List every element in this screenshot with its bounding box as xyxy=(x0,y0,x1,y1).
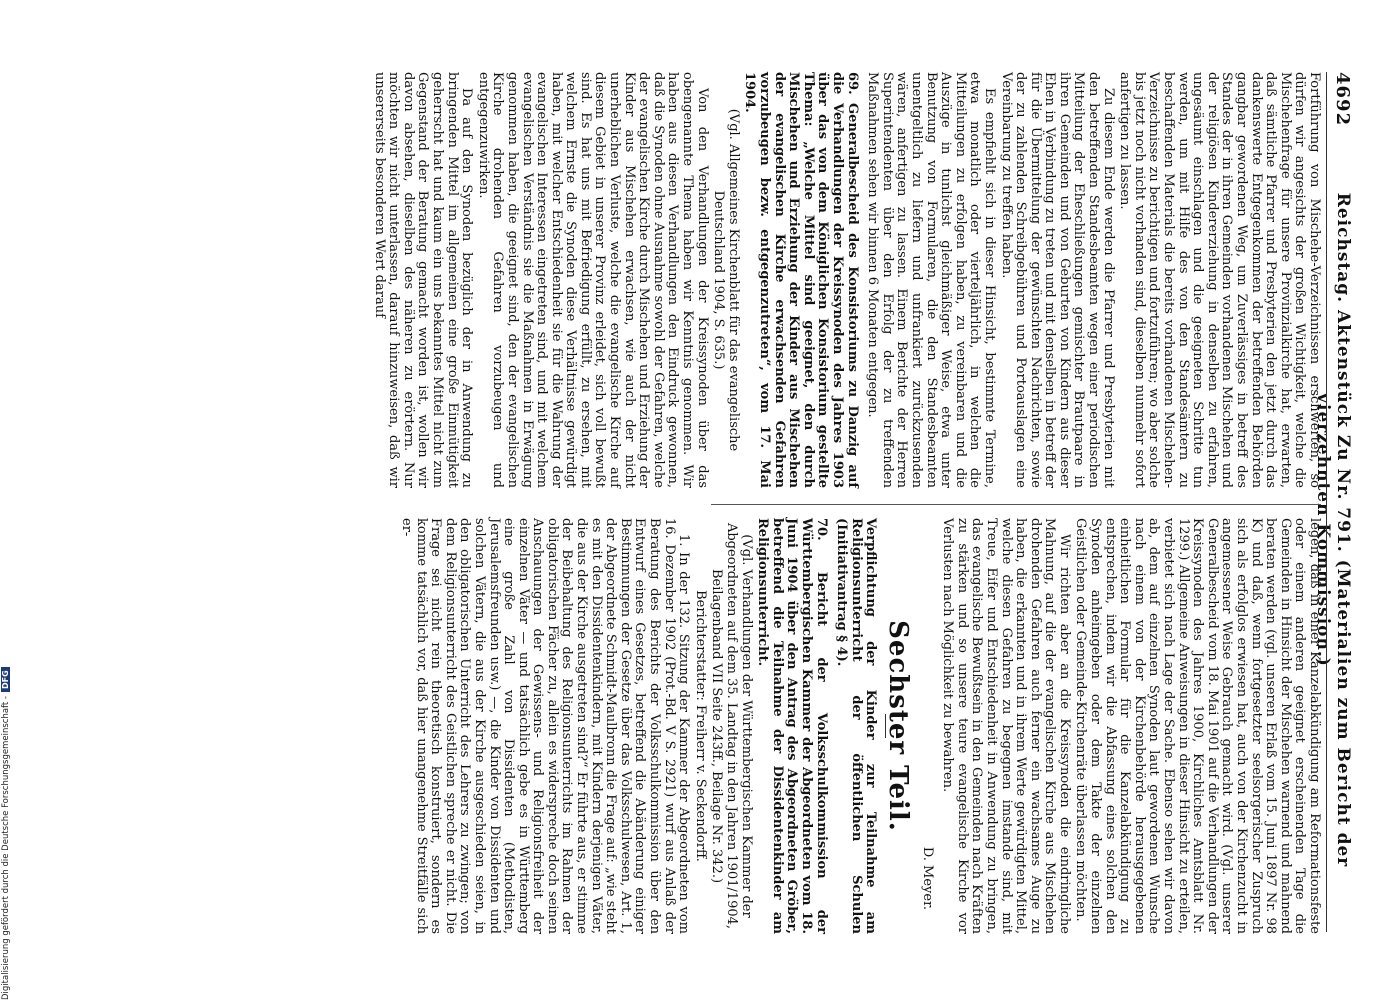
credit-text: Digitalisierung gefördert durch die Deutsche Forschungsgemeinschaft - xyxy=(1,696,11,1000)
right-column xyxy=(398,518,1322,934)
paragraph: legen, daß in einer Kanzelabkündigung am Reformationsfeste oder einem anderen geeignet erscheinenden Tage die Gemeinden in Hinsicht der Mischehen warnend und mahnend beraten werden (vgl. unseren Erlaß vom 15. Juni 1897 Nr. 98 K) und daß, wenn fortgesetzter seelsorgerischer Zuspruch sich als erfolglos erwiesen hat, auch von der Kirchenzucht in angemessener Weise Gebrauch gemacht wird. (Vgl. unserer Generalbescheid vom 18. Mai 1901 auf die Verhandlungen der Kreissynoden des Jahres 1900, Kirchliches Amtsblatt Nr. 1299.) Allgemeine Anweisungen in dieser Hinsicht zu erteilen, verbietet sich nach Lage der Sache. Ebenso sehen wir davon ab, dem auf einzelnen Synoden laut gewordenen Wunsche nach einem von der Kirchenbehörde herausgegebenen einheitlichen Formular für die Kanzelabkündigung zu entsprechen, indem wir die Abfassung eines solchen den Synoden anheimgeben oder dem Takte der einzelnen Geistlichen oder Gemeinde-Kirchenräte überlassen möchten. xyxy=(1073,518,1322,934)
page-number: 4692 xyxy=(1332,72,1353,127)
dfg-logo: DFG xyxy=(1,667,10,692)
paragraph: Es empfiehlt sich in dieser Hinsicht, bestimmte Termine, etwa monatlich oder vierteljährlich, in welchen die Mitteilungen zu erfolgen haben, zu vereinbaren und die Auszüge in tunlichst gleichmäßiger Weise, etwa unter Benutzung von Formularen, die den Standesbeamten unentgeltlich zu liefern und unfrankiert zurückzusenden wären, anfertigen zu lassen. Einem Berichte der Herren Superintendenten über den Erfolg der zu treffenden Maßnahmen sehen wir binnen 6 Monaten entgegen. xyxy=(865,72,997,488)
paragraph: Zu diesem Ende werden die Pfarrer und Presbyterien mit den betreffenden Standesbeamten wegen einer periodischen Mitteilung der Eheschließungen gemischter Brautpaare in ihren Gemeinden und von Geburten von Kindern aus dieser Ehen in Verbindung zu treten und mit denselben in betreff der für die Übermittelung der gewünschten Nachrichten, sowie der zu zahlenden Schreibgebühren und Portoauslagen eine Vereinbarung zu treffen haben. xyxy=(998,72,1116,488)
paragraph: Fortführung von Mischehe-Verzeichnissen erschwerten, so dürfen wir angesichts der großen Wichtigkeit, welche die Mischehenfrage für unsere Provinzialkirche hat, erwarten, daß sämtliche Pfarrer und Presbyterien den jetzt durch das dankenswerte Entgegenkommen der betreffenden Behörden gangbar gewordenen Weg, um Zuverlässiges in betreff des Standes der in ihren Gemeinden vorhandenen Mischehen und der religiösen Kindererziehung in denselben zu erfahren, ungesäumt einschlagen und die geeigneten Schritte tun werden, um mit Hilfe des von den Standesämtern zu beschaffenden Materials die bereits vorhandenen Mischehen-Verzeichnisse zu berichtigen und fortzuführen; wo aber solche bis jetzt noch nicht vorhanden sind, dieselben nunmehr sofort anfertigen zu lassen. xyxy=(1117,72,1322,488)
reference-70: (Vgl. Verhandlungen der Württembergischen Kammer der Abgeordneten auf dem 35. Landtag in den Jahren 1901/1904, Beilagenband VII Seite 243ff., Beilage Nr. 342.) xyxy=(709,522,754,930)
paragraph: Da auf den Synoden bezüglich der in Anwendung zu bringenden Mittel im allgemeinen eine große Einmütigkeit geherrscht hat und kaum ein uns bekanntes Mittel nicht zum Gegenstand der Beratung gemacht worden ist, wollen wir davon absehen, dieselben des näheren zu erörtern. Nur möchten wir nicht unterlassen, darauf hinzuweisen, daß wir unsererseits besonderen Wert darauf xyxy=(371,72,475,488)
credit-line xyxy=(1,667,11,1000)
part-heading: Sechster Teil. xyxy=(882,620,913,832)
left-column xyxy=(371,72,1322,488)
paragraph: Von den Verhandlungen der Kreissynoden über das obengenannte Thema haben wir Kenntnis genommen. Wir haben aus diesen Verhandlungen den Eindruck gewonnen, daß die Synoden ohne Ausnahme sowohl der Gefahren, welche der evangelischen Kirche durch Mischehen und Erziehung der Kinder aus Mischehen erwachsen, wie auch der nicht unerheblichen Verluste, welche die evangelische Kirche auf diesem Gebiet in unserer Provinz erleidet, sich voll bewußt sind. Es hat uns mit Befriedigung erfüllt, zu ersehen, mit welchem Ernste die Synoden diese Verhältnisse gewürdigt haben, mit welcher Entschiedenheit sie für die Wahrung der evangelischen Interessen eingetreten sind, und mit welchem evangelischen Verständnis sie die Maßnahmen in Erwägung genommen haben, die geeignet sind, den der evangelischen Kirche drohenden Gefahren vorzubeugen und entgegenzuwirken. xyxy=(475,72,710,488)
paragraph: 1. In der 132. Sitzung der Kammer der Abgeordneten vom 16. Dezember 1902 (Prot.-Bd. V S. 2921) wurf aus Anlaß der Beratung des Berichts der Volksschulkommission über den Entwurf eines Gesetzes, betreffend die Abänderung einiger Bestimmungen der Gesetze über das Volksschulwesen, Art. 1, der Abgeordnete Schmidt-Maulbronn die Frage auf: „wie steht es mit den Dissidentenkindern, mit Kindern derjenigen Väter, die aus der Kirche ausgetreten sind?“ Er führte aus, er stimme der Beibehaltung des Religionsunterrichts im Rahmen der obligatorischen Fächer zu, allein es widerspreche doch seinen Anschauungen der Gewissens- und Religionsfreiheit der einzelnen Väter — und tatsächlich gebe es in Württemberg eine große Zahl von Dissidenten (Methodisten, Jerusalemsfreunden usw.) —, die Kinder von Dissidenten und solchen Vätern, die aus der Kirche ausgeschieden seien, in den obligatorischen Unterricht des Lehrers zu zwingen; von dem Religionsunterricht des Geistlichen spreche er nicht. Die Frage sei nicht rein theoretisch konstruiert, sondern es komme tatsächlich vor, daß hier unangenehme Streitfälle sich er- xyxy=(398,518,692,934)
page-title: Reichstag. Aktenstück Zu Nr. 791. (Materialien zum Bericht der vierzehnten Kommission.) xyxy=(1313,192,1353,868)
section-heading-70: 70. Bericht der Volksschulkommission der Württembergischen Kammer der Abgeordneten vom 18. Juni 1904 über den Antrag des Abgeordneten Gröber, betreffend die Teilnahme der Dissidentenkinder am Religionsunterricht. xyxy=(755,518,829,934)
header-rule xyxy=(1326,72,1327,932)
reference-69: (Vgl. Allgemeines Kirchenblatt für das evangelische Deutschland 1904, S. 635.) xyxy=(711,108,741,452)
column-divider xyxy=(711,504,1321,505)
credit-strip xyxy=(0,0,16,1000)
part-intro: Verpflichtung der Kinder zur Teilnahme am Religionsunterricht der öffentlichen Schulen (Initiativantrag § 4). xyxy=(834,518,879,934)
section-heading-69: 69. Generalbescheid des Konsistoriums zu Danzig auf die Verhandlungen der Kreissynoden des Jahres 1903 über das von dem Königlichen Konsistorium gestellte Thema: „Welche Mittel sind geeignet, den durch Mischehen und Erziehung der Kinder aus Mischehen der evangelischen Kirche erwachsenden Gefahren vorzubeugen bezw. entgegenzutreten“, vom 17. Mai 1904. xyxy=(742,72,860,488)
reporter: Berichterstatter: Freiherr v. Seckendorff. xyxy=(692,590,708,862)
page-header xyxy=(1313,72,1357,932)
paragraph: Wir richten aber an die Kreissynoden die eindringliche Mahnung, auf die der evangelischen Kirche aus Mischehen drohenden Gefahren auch ferner ein wachsames Auge zu haben, die erkannten und in ihrem Werte gewürdigten Mittel, welche diesen Gefahren zu begegnen imstande sind, mit Treue, Eifer und Entschiedenheit in Anwendung zu bringen, das evangelische Bewußtsein in den Gemeinden nach Kräften zu stärken und so unsere teure evangelische Kirche vor Verlusten nach Möglichkeit zu bewahren. xyxy=(940,518,1072,934)
signature: D. Meyer. xyxy=(919,846,935,910)
